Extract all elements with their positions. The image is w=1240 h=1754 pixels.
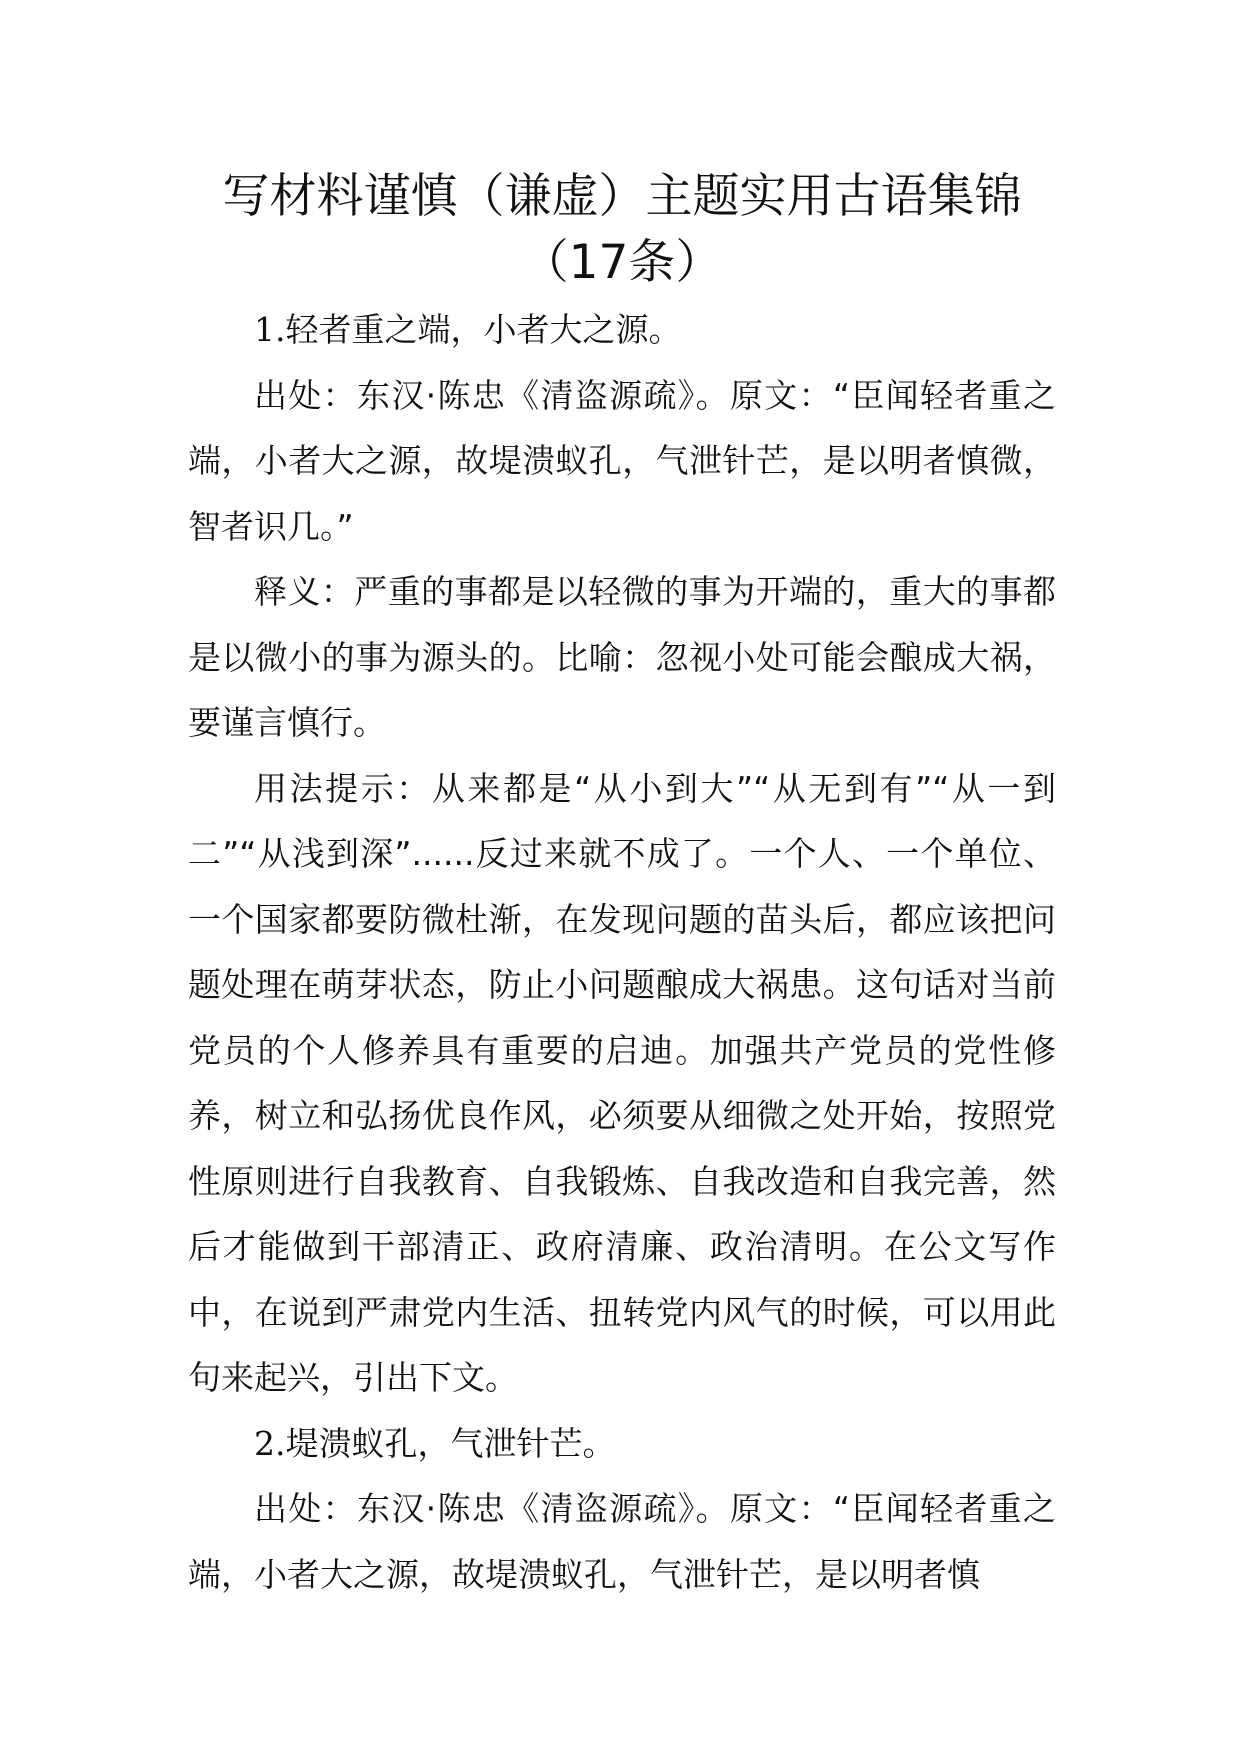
entry-2-source: 出处：东汉·陈忠《清盗源疏》。原文：“臣闻轻者重之端，小者大之源，故堤溃蚁孔，气泄针芒，是以明者慎 [188,1489,1056,1594]
entry-1-heading: 1.轻者重之端，小者大之源。 [254,310,682,349]
entry-2-heading: 2.堤溃蚁孔，气泄针芒。 [254,1423,616,1463]
document-title [188,164,1056,296]
document-page [188,164,1056,1607]
entry-1-source: 出处：东汉·陈忠《清盗源疏》。原文：“臣闻轻者重之端，小者大之源，故堤溃蚁孔，气泄针芒，是以明者慎微，智者识几。” [188,375,1056,546]
title-line-1: 写材料谨慎（谦虚）主题实用古语集锦 [222,169,1022,224]
entry-1-meaning: 释义：严重的事都是以轻微的事为开端的，重大的事都是以微小的事为源头的。比喻：忽视小处可能会酿成大祸，要谨言慎行。 [188,572,1056,742]
title-line-2: （17条） [521,235,723,290]
document-body [188,297,1056,1607]
entry-1-usage: 用法提示：从来都是“从小到大”“从无到有”“从一到二”“从浅到深”......反过来就不成了。一个人、一个单位、一个国家都要防微杜渐，在发现问题的苗头后，都应该把问题处理在萌芽状态，防止小问题酿成大祸患。这句话对当前党员的个人修养具有重要的启迪。加强共产党员的党性修养，树立和弘扬优良作风，必须要从细微之处开始，按照党性原则进行自我教育、自我锻炼、自我改造和自我完善，然后才能做到干部清正、政府清廉、政治清明。在公文写作中，在说到严肃党内生活、扭转党内风气的时候，可以用此句来起兴，引出下文。 [188,768,1056,1397]
